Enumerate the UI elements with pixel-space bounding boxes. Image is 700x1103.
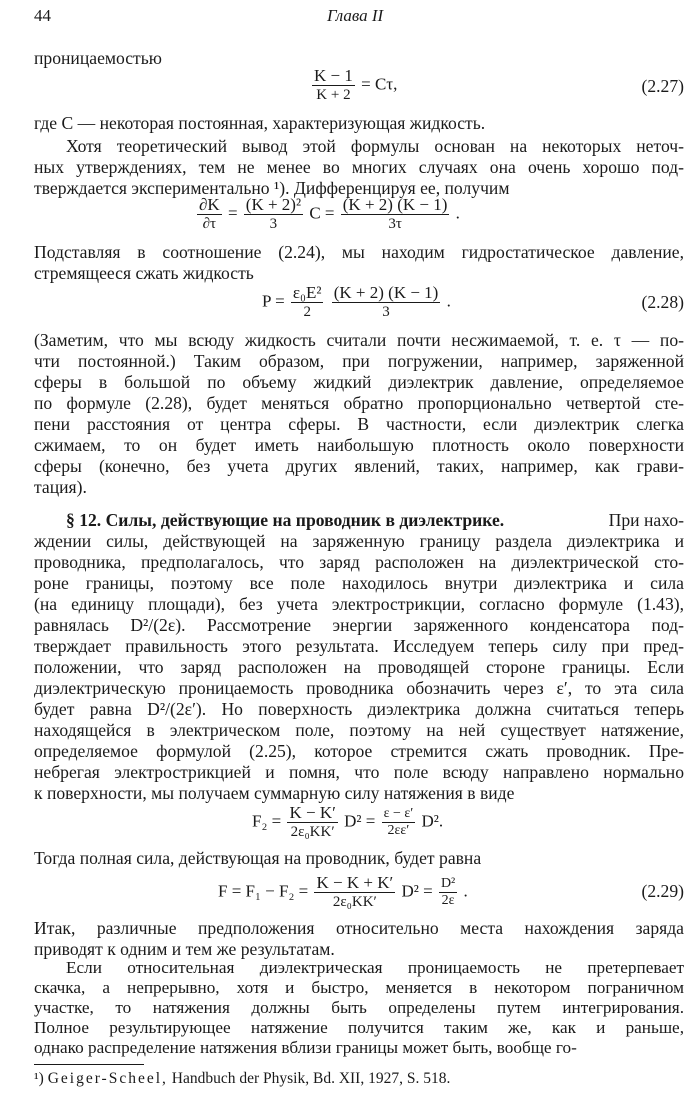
eq2-equals: = bbox=[227, 203, 238, 223]
footnote-rule bbox=[34, 1064, 144, 1065]
eq5-f2-num: D² bbox=[440, 876, 456, 891]
eq3-lhs: P = bbox=[262, 291, 285, 311]
text-line: приводят к одним и тем же результатам. bbox=[34, 939, 335, 959]
text-line: определяемое формулой (2.25), которое стремится сжать проводник. Пре- bbox=[34, 741, 684, 761]
eq2-lhs-num: ∂K bbox=[199, 195, 220, 214]
text-line: (на единицу площади), без учета электрострикции, согласно формуле (1.43), bbox=[34, 594, 684, 614]
text-line: находящейся в электрическом поле, поэтому на ней существует натяжение, bbox=[34, 720, 684, 740]
text-line: ных утверждениях, тем не менее во многих случаях она очень хорошо под- bbox=[34, 157, 684, 177]
text-line: Хотя теоретический вывод этой формулы основан на некоторых неточ- bbox=[66, 136, 684, 156]
text-line: пени расстояния от центра сферы. В частности, если диэлектрик слегка bbox=[34, 414, 684, 434]
text-line: тация). bbox=[34, 477, 87, 497]
text-line: чти постоянной.) Таким образом, при погружении, например, заряженной bbox=[34, 351, 684, 371]
eq5-end: . bbox=[463, 881, 468, 901]
eq3-f1-num: ε₀E² bbox=[292, 283, 322, 302]
eq1-denominator: K + 2 bbox=[312, 85, 355, 105]
eq3-f1-den: 2 bbox=[291, 302, 324, 322]
text-line: где C — некоторая постоянная, характеризующая жидкость. bbox=[34, 113, 486, 133]
text-line: (Заметим, что мы всюду жидкость считали почти несжимаемой, т. е. τ — по- bbox=[34, 330, 684, 350]
section-heading: § 12. Силы, действующие на проводник в диэлектрике. bbox=[66, 510, 505, 530]
eq2-end: . bbox=[455, 203, 460, 223]
eq2-f2-den: 3τ bbox=[341, 214, 450, 234]
text-line: Если относительная диэлектрическая проницаемость не претерпевает bbox=[66, 958, 684, 977]
equation-2-28 bbox=[262, 283, 451, 322]
eq3-f2-num: (K + 2) (K − 1) bbox=[333, 283, 439, 302]
eq4-end: D². bbox=[421, 811, 444, 831]
text-line: по формуле (2.28), будет меняться обратно пропорционально четвертой сте- bbox=[34, 393, 684, 413]
page-number: 44 bbox=[34, 6, 51, 25]
text-line: к поверхности, мы получаем суммарную силу натяжения в виде bbox=[34, 783, 515, 803]
text-line: небрегая электрострикцией и помня, что поле всюду направлено нормально bbox=[34, 762, 684, 782]
text-line: сферы (конечно, без учета других явлений, таких, например, как грави- bbox=[34, 456, 684, 476]
eq2-f2-num: (K + 2) (K − 1) bbox=[342, 195, 448, 214]
text-line: однако распределение натяжения вблизи границы может быть, вообще го- bbox=[34, 1038, 577, 1057]
text-line: Полное результирующее натяжение получится таким же, как и раньше, bbox=[34, 1018, 684, 1037]
text-line: Тогда полная сила, действующая на проводник, будет равна bbox=[34, 848, 482, 868]
text-line: проницаемостью bbox=[34, 48, 162, 68]
text-line: диэлектрическую проницаемость проводника обозначить через ε′, то эта сила bbox=[34, 678, 684, 698]
eq5-f1-num: K − K + K′ bbox=[316, 873, 394, 892]
eq5-f1-den: 2ε₀KK′ bbox=[314, 892, 395, 912]
text-line: Итак, различные предположения относительно места нахождения заряда bbox=[34, 918, 684, 938]
chapter-title: Глава II bbox=[327, 6, 384, 25]
eq3-f2-den: 3 bbox=[332, 302, 441, 322]
text-line: положении, что заряд расположен на проводящей стороне границы. Если bbox=[34, 657, 684, 677]
eq5-lhs: F = F₁ − F₂ = bbox=[218, 881, 309, 901]
eq2-mid: C = bbox=[309, 203, 335, 223]
equation-number-2-28: (2.28) bbox=[641, 292, 684, 312]
eq4-f2-den: 2εε′ bbox=[382, 822, 416, 839]
text-line: тверждается экспериментально ¹). Дифференцируя ее, получим bbox=[34, 178, 510, 198]
eq1-rhs: = Cτ, bbox=[361, 74, 398, 94]
text-line: будет равна D²/(2ε′). Но поверхность диэлектрика должна считаться теперь bbox=[34, 699, 684, 719]
text-line: тверждает правильность этого результата. Исследуем теперь силу при пред- bbox=[34, 636, 684, 656]
text-line: ждении силы, действующей на заряженную границу раздела диэлектрика и bbox=[34, 531, 684, 551]
text-line: роне границы, поэтому все поле находилось внутри диэлектрика и сила bbox=[34, 573, 684, 593]
eq5-f2-den: 2ε bbox=[439, 892, 457, 909]
eq4-f1-den: 2ε₀KK′ bbox=[287, 822, 337, 842]
text-line: стремящееся сжать жидкость bbox=[34, 263, 254, 283]
footnote-text: Handbuch der Physik, Bd. XII, 1927, S. 518. bbox=[171, 1070, 451, 1087]
text-line: участке, то натяжения должны быть определены путем интегрирования. bbox=[34, 998, 684, 1017]
footnote-marker: ¹) bbox=[34, 1070, 44, 1087]
equation-number-2-27: (2.27) bbox=[641, 76, 684, 96]
equation-f2 bbox=[252, 803, 443, 842]
equation-2-27 bbox=[310, 66, 397, 105]
text-line: Подставляя в соотношение (2.24), мы находим гидростатическое давление, bbox=[34, 242, 684, 262]
eq2-f1-num: (K + 2)² bbox=[245, 195, 302, 214]
eq5-mid: D² = bbox=[401, 881, 433, 901]
eq2-f1-den: 3 bbox=[244, 214, 303, 234]
text-line: равнялась D²/(2ε). Рассмотрение энергии заряженного конденсатора под- bbox=[34, 615, 684, 635]
text-line: сжимаем, то он будет иметь наибольшую плотность около поверхности bbox=[34, 435, 684, 455]
eq2-lhs-den: ∂τ bbox=[197, 214, 222, 234]
text-line: сферы в большой по объему жидкий диэлектрик давление, определяемое bbox=[34, 372, 684, 392]
eq4-f1-num: K − K′ bbox=[289, 803, 336, 822]
text-line: скачка, а непрерывно, хотя и быстро, меняется в некотором пограничном bbox=[34, 978, 684, 997]
equation-derivative bbox=[195, 195, 460, 234]
footnote-authors: Geiger-Scheel, bbox=[47, 1070, 168, 1087]
eq4-mid: D² = bbox=[344, 811, 376, 831]
footnote bbox=[34, 1068, 450, 1090]
section-line-tail: При нахо- bbox=[608, 510, 684, 530]
equation-number-2-29: (2.29) bbox=[641, 881, 684, 901]
eq4-lhs: F₂ = bbox=[252, 811, 282, 831]
eq1-numerator: K − 1 bbox=[314, 66, 353, 85]
equation-2-29 bbox=[218, 873, 468, 912]
eq4-f2-num: ε − ε′ bbox=[383, 806, 414, 821]
eq3-end: . bbox=[446, 291, 451, 311]
text-line: проводника, предполагалось, что заряд расположен на диэлектрической сто- bbox=[34, 552, 684, 572]
